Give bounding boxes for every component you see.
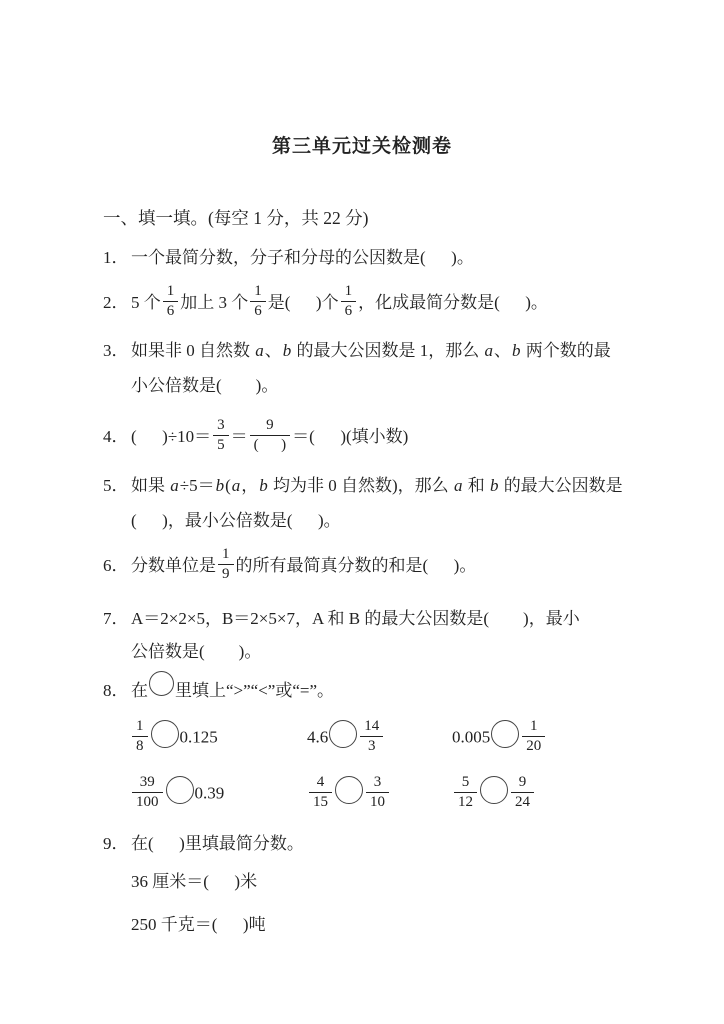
fraction-numerator: 14 (360, 718, 383, 737)
text-run: 0.005 (452, 727, 491, 747)
comparison-circle (491, 720, 519, 748)
fraction-numerator: 4 (309, 774, 332, 793)
question-6 (103, 548, 476, 586)
fraction (218, 546, 234, 584)
fraction-denominator: 12 (458, 794, 473, 811)
comparison-circle (151, 720, 179, 748)
fraction-numerator: 5 (454, 774, 477, 793)
text-run: ( )，最小公倍数是( )。 (131, 511, 341, 530)
text-run: 36 厘米＝( )米 (131, 872, 258, 891)
fraction (511, 774, 534, 812)
fraction-numerator: 1 (163, 283, 179, 302)
fraction-denominator: 10 (370, 794, 385, 811)
comparison-circle (329, 720, 357, 748)
question-6-text (131, 546, 477, 583)
fraction (522, 718, 545, 756)
fraction (163, 283, 179, 321)
fraction-numerator: 3 (366, 774, 389, 793)
text-run: 的最大公因数是 (499, 476, 623, 495)
text-run: 0.125 (179, 727, 218, 747)
question-9-text (131, 834, 304, 853)
fraction-denominator: 6 (344, 303, 353, 320)
comparison-item-4 (130, 776, 224, 814)
text-run: ，化成最简分数是( )。 (358, 292, 548, 312)
fraction (360, 718, 383, 756)
text-run: 、 (494, 341, 511, 360)
text-run: 0.39 (194, 783, 225, 803)
comparison-circle (480, 776, 508, 804)
comparison-item-3 (452, 720, 547, 758)
fraction-numerator: 3 (213, 417, 229, 436)
question-2 (103, 285, 548, 323)
question-3 (103, 340, 611, 363)
math-variable: b (489, 476, 499, 495)
question-9 (103, 833, 304, 856)
fraction-denominator: 15 (313, 794, 328, 811)
text-run: 的所有最简真分数的和是( )。 (235, 555, 477, 575)
math-variable: a (231, 476, 241, 495)
text-run: 里填上“>”“<”或“=”。 (175, 681, 335, 701)
question-3-text (131, 341, 611, 360)
question-2-text (131, 283, 548, 320)
text-run: 公倍数是( )。 (131, 642, 262, 661)
question-3-continuation (131, 375, 278, 398)
text-run: 在 (131, 681, 148, 701)
text-run: 均为非 0 自然数)，那么 (268, 476, 453, 495)
page-title: 第三单元过关检测卷 (271, 136, 452, 157)
math-variable: b (282, 341, 292, 360)
comparison-item-1 (130, 720, 218, 758)
question-7-text (131, 609, 580, 628)
question-3-text-2 (131, 376, 278, 395)
math-variable: b (259, 476, 268, 495)
comparison-item-2 (307, 720, 385, 758)
text-run: ， (241, 476, 259, 495)
fraction (341, 283, 357, 321)
text-run: 如果非 0 自然数 (131, 341, 255, 360)
math-variable: b (215, 476, 225, 495)
question-5-text (131, 476, 623, 495)
question-9-sub-1 (131, 871, 257, 894)
fraction (213, 417, 229, 455)
math-variable: a (255, 341, 264, 360)
text-run: 和 (463, 476, 489, 495)
fraction-numerator: 1 (218, 546, 234, 565)
math-variable: a (453, 476, 463, 495)
question-5-number: 5． (103, 476, 129, 495)
question-5-continuation (131, 510, 341, 533)
text-run: 250 千克＝( )吨 (131, 915, 266, 934)
text-run: ＝ (230, 426, 248, 446)
question-7-continuation (131, 641, 261, 664)
fraction-denominator: 8 (136, 738, 144, 755)
question-9-sub-2 (131, 914, 266, 937)
text-run: 分数单位是 (131, 555, 216, 575)
text-run: 小公倍数是( )。 (131, 376, 279, 395)
fraction-denominator: 3 (368, 738, 376, 755)
text-run: 4.6 (307, 727, 329, 747)
fraction (132, 718, 148, 756)
math-variable: a (170, 476, 179, 495)
question-5-text-2 (131, 511, 341, 530)
text-run: 在( )里填最简分数。 (131, 834, 304, 853)
text-run: 的最大公因数是 1，那么 (292, 341, 484, 360)
question-9-number: 9． (103, 834, 129, 853)
fraction (250, 283, 266, 321)
fraction-numerator: 9 (250, 417, 291, 436)
text-run: 如果 (131, 476, 170, 495)
question-6-number: 6． (103, 555, 129, 575)
fraction-denominator: 9 (222, 566, 230, 583)
question-5 (103, 475, 623, 498)
text-run: ( (225, 476, 231, 495)
fraction-denominator: 24 (515, 794, 530, 811)
text-run: 5 个 (131, 292, 161, 312)
comparison-circle (149, 671, 174, 696)
comparison-circle (335, 776, 363, 804)
question-2-number: 2． (103, 292, 129, 312)
question-8-text (131, 681, 334, 700)
fraction-denominator: 20 (526, 738, 542, 755)
fraction (250, 417, 291, 455)
text-run: ＝( )(填小数) (292, 426, 409, 446)
fraction-denominator: 6 (254, 303, 262, 320)
text-run: A＝2×2×5，B＝2×5×7，A 和 B 的最大公因数是( )，最小 (131, 609, 580, 628)
fraction-numerator: 1 (250, 283, 266, 302)
question-4 (103, 419, 408, 457)
text-run: 一个最简分数，分子和分母的公因数是( )。 (131, 248, 474, 267)
text-run: 加上 3 个 (180, 292, 249, 312)
fraction-numerator: 1 (341, 283, 357, 302)
fraction-denominator: 5 (217, 437, 225, 454)
question-3-number: 3． (103, 341, 129, 360)
fraction-numerator: 1 (522, 718, 545, 737)
question-1-text (131, 248, 474, 267)
math-variable: b (512, 341, 521, 360)
text-run: 两个数的最 (521, 341, 611, 360)
math-variable: a (484, 341, 493, 360)
comparison-item-5 (307, 776, 391, 814)
text-run: ÷5＝ (179, 476, 215, 495)
fraction (132, 774, 163, 812)
question-1-number: 1． (103, 248, 129, 267)
fraction-numerator: 39 (132, 774, 163, 793)
question-7-text-2 (131, 642, 261, 661)
fraction-denominator: ( ) (253, 437, 287, 454)
question-1 (103, 247, 474, 270)
fraction (366, 774, 389, 812)
question-4-text (131, 417, 409, 454)
section-1-heading: 一、填一填。(每空 1 分，共 22 分) (103, 208, 369, 228)
fraction (309, 774, 332, 812)
fraction-numerator: 1 (132, 718, 148, 737)
fraction-denominator: 100 (136, 794, 159, 811)
text-run: 、 (264, 341, 282, 360)
text-run: 是( )个 (267, 292, 339, 312)
fraction-numerator: 9 (511, 774, 534, 793)
comparison-item-6 (452, 776, 536, 814)
question-8 (103, 680, 334, 705)
text-run: ( )÷10＝ (131, 426, 212, 446)
fraction (454, 774, 477, 812)
comparison-circle (166, 776, 194, 804)
fraction-denominator: 6 (166, 303, 175, 320)
question-8-number: 8． (103, 681, 129, 701)
question-4-number: 4． (103, 426, 129, 446)
question-7-number: 7． (103, 609, 129, 628)
question-7 (103, 608, 580, 631)
